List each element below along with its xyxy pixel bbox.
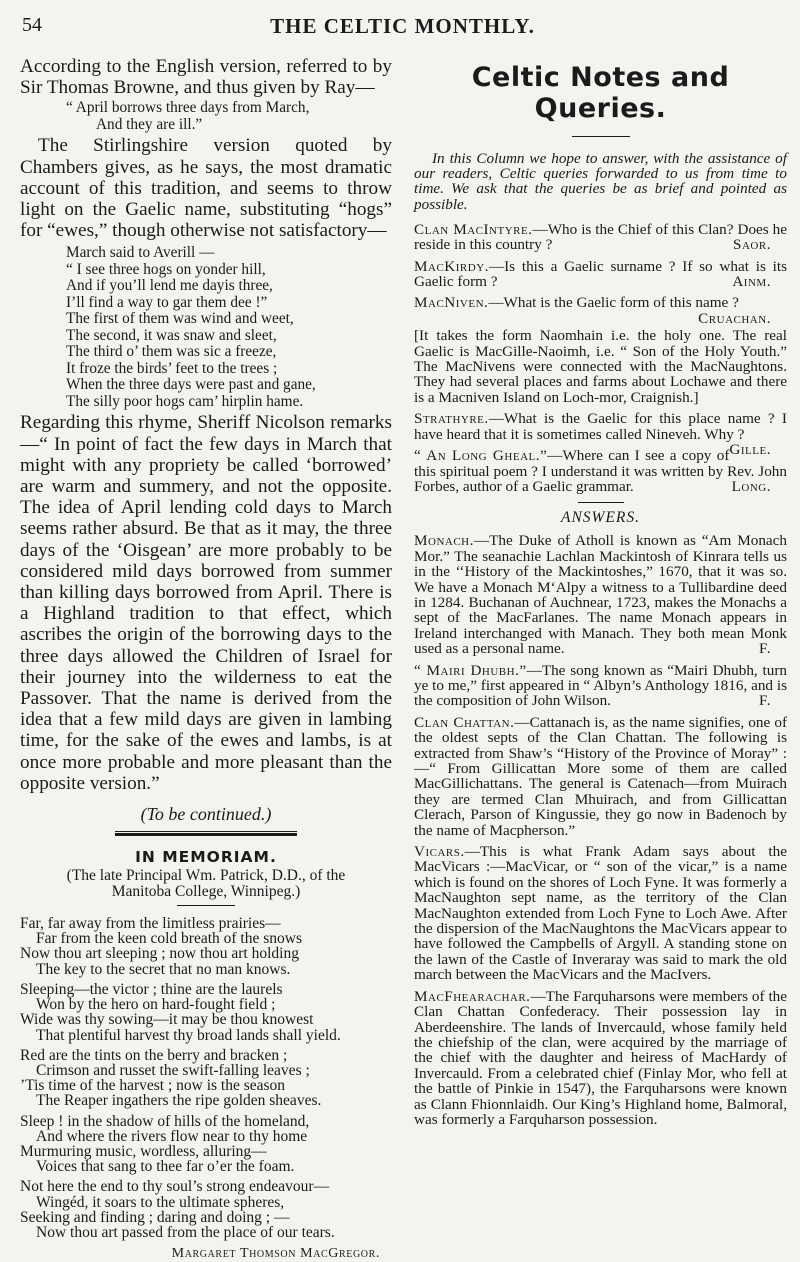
column-intro: In this Column we hope to answer, with the assistance of our readers, Celtic queries forwarded to us from time to time. We ask that the queries be as brief and pointed as possible. [414,150,787,213]
answers-heading: ANSWERS. [560,509,641,527]
ray-quote [66,100,392,133]
section-divider [115,833,297,836]
answer-entry [414,533,787,656]
entry-signature: Long. [731,477,771,495]
poem-line: That plentiful harvest thy broad lands shall yield. [36,1026,341,1044]
entry-body: —Cattanach is, as the name signifies, one of the oldest septs of the Clan Chattan. The following is extracted from Shaw’s “History of the Province of Moray” :—“ From Gillicattan More some of them are called MacGillichattans. The general is Catenach—from Muirach they are termed Clan Mhuirach, and from Gillicattan Clerach, Parson of Kingussie, they go now in Badenoch by the name of Macpherson.” [414,713,787,839]
poem-line: Wide was thy sowing—it may be thou knowest [20,1011,314,1029]
entry-body: —The Farquharsons were members of the Clan Chattan Confederacy. Their possession lay in Aberdeenshire. The lands of Invercauld, whose family held the chiefship of the clan, were acquired by the marriage of the chief with the daughter and heiress of MacHardy of Invercauld. From a celebrated chief (Finlay Mor, who fell at the battle of Pinkie in 1547), the Farquharsons were known as Clann Fhionnlaidh. Our King’s Highland home, Balmoral, was formerly a Farquharson possession. [414,987,787,1128]
divider [177,905,235,906]
stanza [20,1179,392,1240]
poem-line: Now thou art sleeping ; now thou art holding [20,945,299,963]
verse-line: March said to Averill — [66,244,215,262]
poem-line: And where the rivers flow near to thy home [36,1127,308,1145]
verse-line: The silly poor hogs cam’ hirplin hame. [66,392,304,410]
memoriam-poem [20,916,392,1240]
left-column [20,56,392,1262]
poem-author: Margaret Thomson MacGregor. [171,1246,380,1262]
query-entry [414,222,787,253]
entry-signature: Ainm. [732,273,771,291]
entry-heading: Strathyre. [414,410,489,428]
entry-body: —What is the Gaelic form of this name ? [488,294,739,312]
entry-heading: Clan MacIntyre. [414,220,533,238]
paragraph-stirlingshire: The Stirlingshire version quoted by Chambers gives, as he says, the most dramatic account of this tradition, and seems to throw light on the Gaelic name, substituting “hogs” for “ewes,” though otherwise not satisfactory— [20,135,392,242]
poem-line: Red are the tints on the berry and bracken ; [20,1046,288,1064]
verse-line: When the three days were past and gane, [66,376,316,394]
verse-line: “ I see three hogs on yonder hill, [66,260,266,278]
entry-signature: F. [758,692,771,710]
query-entry [414,259,787,290]
paragraph-nicolson: Regarding this rhyme, Sheriff Nicolson remarks —“ In point of fact the few days in March that might with any propriety be called ‘borrowed’ are warm and summery, and not the opposite. The idea of April lending cold days to March seems rather absurd. Be that as it may, the three days of the ‘Oisgean’ are more probably to be considered mild days borrowed from summer than killing days borrowed from April. There is a Highland tradition to that effect, which ascribes the origin of the borrowing days to the three days allowed the Children of Israel for their journey into the wilderness to eat the Passover. That the name is derived from the idea that a few mild days are given in lambing time, for the sake of the ewes and lambs, is at once more probable and more pleasant than the opposite version.” [20,412,392,794]
paragraph-english-version: According to the English version, referred to by Sir Thomas Browne, and thus given by Ray— [20,56,392,99]
entry-body: —Who is the Chief of this Clan? Does he reside in this country ? [414,220,787,254]
memoriam-subtitle: (The late Principal Wm. Patrick, D.D., of the [66,867,346,885]
answer-entry [414,844,787,983]
entry-signature: F. [758,640,771,658]
entry-body: —This is what Frank Adam says about the MacVicars :—MacVicar, or “ son of the vicar,” is a name which is found on the shores of Loch Fyne. It was formerly a MacNaughton sept name, as the territory of the Clan MacNaughton extended from Loch Fyne to Loch Awe. After the dispersion of the MacNaughtons the MacVicars appear to have followed the Campbells of Argyll. A standing stone on the lawn of the Castle of Inveraray was said to mark the old march between the MacVicars and the MacIvers. [414,843,787,984]
entry-heading: MacFhearachar. [414,987,531,1005]
poem-line: Now thou art passed from the place of our tears. [36,1223,335,1241]
stirlingshire-rhyme [66,245,392,410]
verse-line: And if you’ll lend me dayis three, [66,277,273,295]
poem-line: Won by the hero on hard-fought field ; [36,996,276,1014]
verse-line: The first of them was wind and weet, [66,310,294,328]
poem-line: Not here the end to thy soul’s strong endeavour— [20,1178,330,1196]
memoriam-title: IN MEMORIAM. [135,848,277,867]
entry-body: —The song known as “Mairi Dhubh, turn ye to me,” first appeared in “ Albyn’s Anthology 1816, and is the composition of John Wilson. [414,661,787,710]
entry-body: —What is the Gaelic for this place name ? I have heard that it is sometimes called Nineveh. Why ? [414,410,787,443]
entry-heading: Vicars. [414,843,465,861]
query-entry [414,295,787,326]
stanza [20,1048,392,1109]
running-title: THE CELTIC MONTHLY. [270,14,535,38]
verse-line: I’ll find a way to gar them dee !” [66,293,268,311]
verse-line: It froze the birds’ feet to the trees ; [66,359,278,377]
poem-line: Crimson and russet the swift-falling leaves ; [36,1061,310,1079]
poem-line: The key to the secret that no man knows. [36,960,291,978]
poem-line: Murmuring music, wordless, alluring— [20,1142,267,1160]
poem-line: The Reaper ingathers the ripe golden sheaves. [36,1092,322,1110]
entry-heading: “ Mairi Dhubh.” [414,661,527,679]
poem-line: Wingéd, it soars to the ultimate spheres, [36,1193,285,1211]
poem-line: Far, far away from the limitless prairies— [20,915,281,933]
entry-signature: Cruachan. [698,309,771,327]
editor-note: [It takes the form Naomhain i.e. the holy one. The real Gaelic is MacGille-Naoimh, i.e. “ Son of the Holy Youth.” The MacNivens were connected with the MacNaughtons. They had several places and farms about Lochawe and there is a Macniven Island on Loch-mor, Craignish.] [414,327,787,406]
answer-entry [414,715,787,838]
poem-line: Sleep ! in the shadow of hills of the homeland, [20,1112,310,1130]
divider [578,502,624,503]
entry-heading: “ An Long Gheal.” [414,447,548,465]
poem-line: ’Tis time of the harvest ; now is the season [20,1077,286,1095]
divider [572,136,630,137]
verse-line: The third o’ them was sic a freeze, [66,343,277,361]
page-header [20,10,785,40]
entry-body: —Where can I see a copy of this spiritual poem ? I understand it was written by Rev. John Forbes, author of a Gaelic grammar. [414,447,787,495]
page-number: 54 [22,14,42,36]
entry-heading: MacNiven. [414,294,489,312]
memoriam-subtitle: Manitoba College, Winnipeg.) [111,882,301,900]
entry-heading: MacKirdy. [414,257,489,275]
to-be-continued: (To be continued.) [140,804,272,825]
poem-line: Sleeping—the victor ; thine are the laurels [20,980,283,998]
poem-line: Voices that sang to thee far o’er the foam. [36,1158,295,1176]
right-column [414,56,787,1133]
verse-line: The second, it was snaw and sleet, [66,326,277,344]
verse-line: “ April borrows three days from March, [66,99,310,117]
entry-heading: Clan Chattan. [414,713,515,731]
section-title: Celtic Notes and Queries. [471,62,730,124]
entry-heading: Monach. [414,532,474,550]
entry-signature: Gille. [729,441,771,459]
poem-line: Seeking and finding ; daring and doing ; — [20,1208,290,1226]
entry-signature: Saor. [733,236,771,254]
stanza [20,982,392,1043]
poem-line: Far from the keen cold breath of the snows [36,930,303,948]
answer-entry [414,989,787,1128]
stanza [20,1114,392,1175]
answer-entry [414,663,787,709]
entry-body: —Is this a Gaelic surname ? If so what is its Gaelic form ? [414,257,787,291]
entry-body: —The Duke of Atholl is known as “Am Monach Mor.” The seanachie Lachlan Mackintosh of Kinrara tells us in the ‘‘History of the Mackintoshes,” 1670, that it was so. We have a Monach M‘Alpy a witness to a Tullibardine deed in 1284. Buchanan of Auchnear, 1723, makes the Monachs a sept of the MacFarlanes. The name Monach appears in Ireland interchanged with Manach. They both mean Monk used as a personal name. [414,532,787,658]
verse-line: And they are ill.” [96,115,203,133]
stanza [20,916,392,977]
